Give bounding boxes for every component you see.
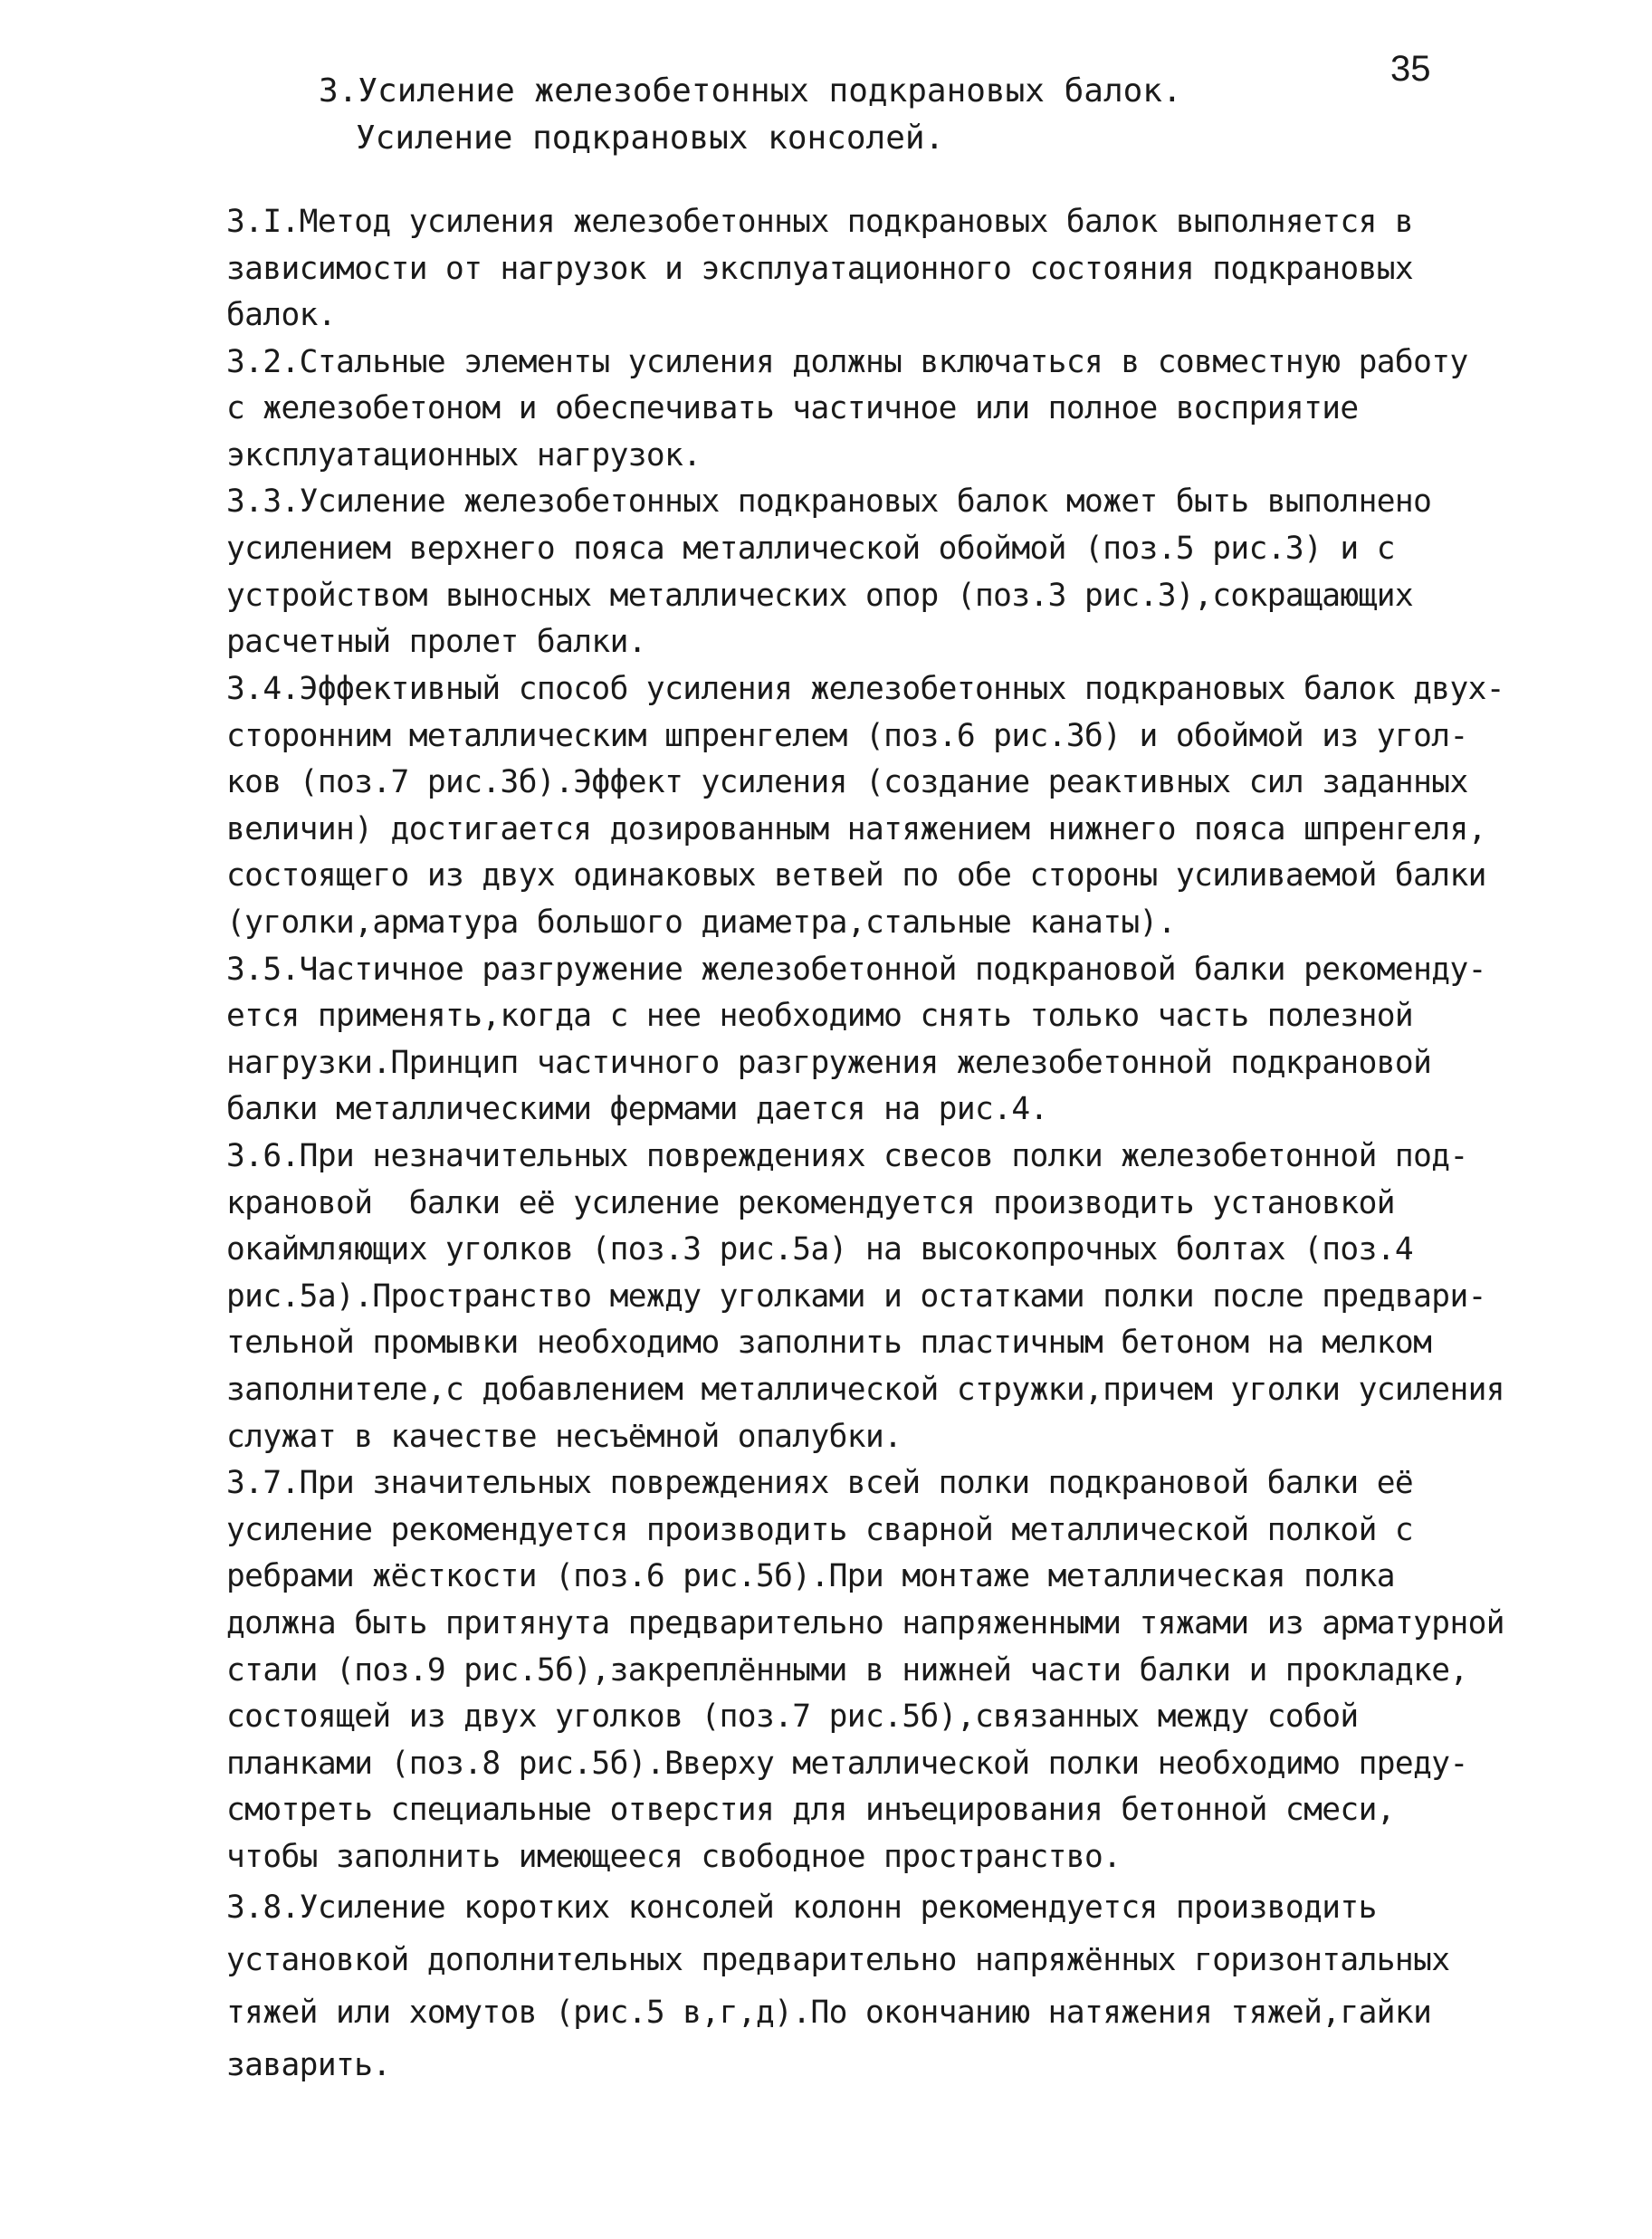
text-line: зависимости от нагрузок и эксплуатационного состояния подкрановых xyxy=(226,251,1414,287)
text-line: 3.3.Усиление железобетонных подкрановых балок может быть выполнено xyxy=(226,483,1432,520)
text-line: установкой дополнительных предварительно напряжённых горизонтальных xyxy=(226,1942,1450,1978)
text-line: 3.2.Стальные элементы усиления должны включаться в совместную работу xyxy=(226,344,1468,380)
text-line: нагрузки.Принцип частичного разгружения железобетонной подкрановой xyxy=(226,1045,1432,1081)
text-line: сторонним металлическим шпренгелем (поз.6 рис.3б) и обоймой из угол- xyxy=(226,718,1468,754)
text-line: заварить. xyxy=(226,2047,391,2083)
text-line: крановой балки её усиление рекомендуется производить установкой xyxy=(226,1185,1395,1221)
text-line: эксплуатационных нагрузок. xyxy=(226,437,702,474)
text-line: заполнителе,с добавлением металлической стружки,причем уголки усиления xyxy=(226,1372,1504,1408)
text-line: усилением верхнего пояса металлической обоймой (поз.5 рис.3) и с xyxy=(226,531,1395,567)
section-heading-line-1: 3.Усиление железобетонных подкрановых балок. xyxy=(319,72,1182,110)
text-line: ков (поз.7 рис.3б).Эффект усиления (создание реактивных сил заданных xyxy=(226,764,1468,800)
text-line: состоящей из двух уголков (поз.7 рис.5б),связанных между собой xyxy=(226,1698,1359,1735)
text-line: состоящего из двух одинаковых ветвей по обе стороны усиливаемой балки xyxy=(226,857,1486,894)
text-line: чтобы заполнить имеющееся свободное пространство. xyxy=(226,1839,1122,1875)
text-line: смотреть специальные отверстия для инъецирования бетонной смеси, xyxy=(226,1792,1395,1828)
text-line: ребрами жёсткости (поз.6 рис.5б).При монтаже металлическая полка xyxy=(226,1558,1395,1594)
text-line: должна быть притянута предварительно напряженными тяжами из арматурной xyxy=(226,1605,1504,1641)
text-line: величин) достигается дозированным натяжением нижнего пояса шпренгеля, xyxy=(226,811,1486,847)
page-number: 35 xyxy=(1390,49,1431,89)
text-line: расчетный пролет балки. xyxy=(226,624,646,660)
text-line: 3.6.При незначительных повреждениях свесов полки железобетонной под- xyxy=(226,1138,1468,1174)
text-line: балки металлическими фермами дается на рис.4. xyxy=(226,1091,1048,1127)
text-line: тельной промывки необходимо заполнить пластичным бетоном на мелком xyxy=(226,1325,1432,1361)
text-line: 3.I.Метод усиления железобетонных подкрановых балок выполняется в xyxy=(226,204,1414,240)
text-line: 3.5.Частичное разгружение железобетонной подкрановой балки рекоменду- xyxy=(226,952,1486,988)
text-line: 3.7.При значительных повреждениях всей полки подкрановой балки её xyxy=(226,1465,1414,1501)
text-line: окаймляющих уголков (поз.3 рис.5а) на высокопрочных болтах (поз.4 xyxy=(226,1231,1414,1268)
text-line: стали (поз.9 рис.5б),закреплёнными в нижней части балки и прокладке, xyxy=(226,1652,1468,1689)
text-line: балок. xyxy=(226,297,337,333)
section-heading-line-2: Усиление подкрановых консолей. xyxy=(356,120,945,157)
text-line: 3.4.Эффективный способ усиления железобетонных подкрановых балок двух- xyxy=(226,671,1504,707)
text-line: 3.8.Усиление коротких консолей колонн рекомендуется производить xyxy=(226,1890,1377,1926)
text-line: усиление рекомендуется производить сварной металлической полкой с xyxy=(226,1512,1414,1548)
text-line: ется применять,когда с нее необходимо снять только часть полезной xyxy=(226,998,1414,1034)
text-line: (уголки,арматура большого диаметра,стальные канаты). xyxy=(226,904,1176,941)
text-line: с железобетоном и обеспечивать частичное или полное восприятие xyxy=(226,390,1359,426)
text-line: рис.5а).Пространство между уголками и остатками полки после предвари- xyxy=(226,1278,1486,1315)
text-line: тяжей или хомутов (рис.5 в,г,д).По окончанию натяжения тяжей,гайки xyxy=(226,1995,1432,2031)
text-line: устройством выносных металлических опор (поз.3 рис.3),сокращающих xyxy=(226,578,1414,614)
text-line: планками (поз.8 рис.5б).Вверху металлической полки необходимо преду- xyxy=(226,1746,1468,1782)
text-line: служат в качестве несъёмной опалубки. xyxy=(226,1419,902,1455)
